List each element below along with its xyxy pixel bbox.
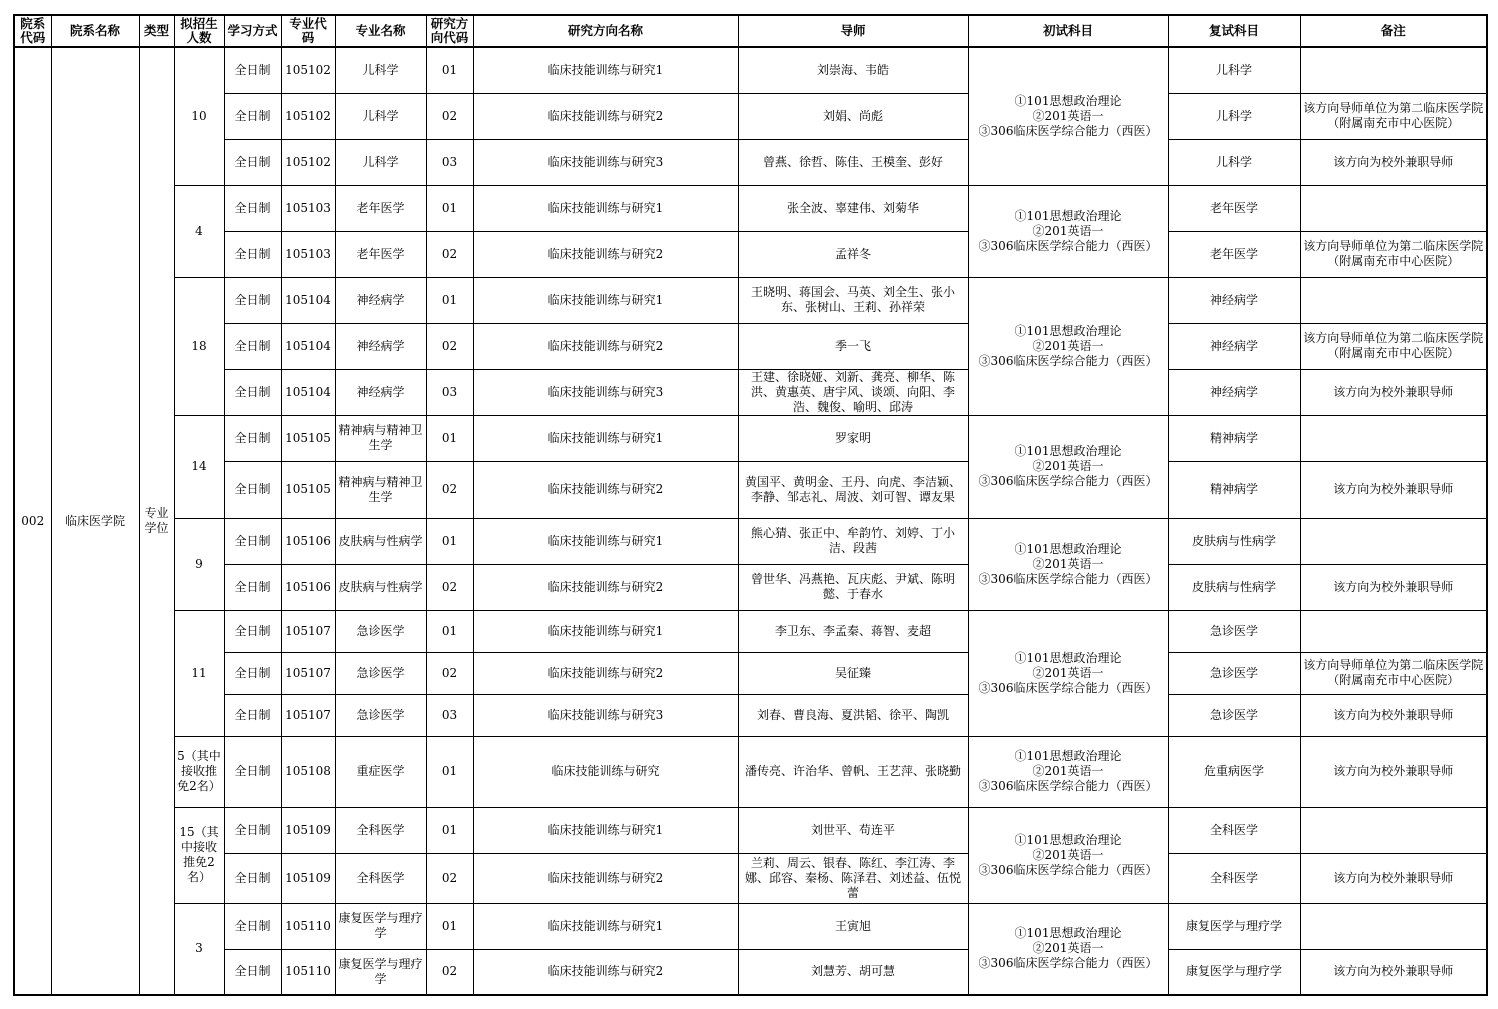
remarks: 该方向为校外兼职导师 <box>1300 694 1487 736</box>
initial-exam-subjects: ①101思想政治理论 ②201英语一 ③306临床医学综合能力（西医） <box>968 807 1168 903</box>
major-code: 105104 <box>281 369 335 415</box>
direction-name: 临床技能训练与研究3 <box>473 694 738 736</box>
tutors: 刘世平、苟连平 <box>738 807 968 853</box>
column-header: 学习方式 <box>224 15 281 47</box>
direction-code: 01 <box>426 47 473 93</box>
study-mode: 全日制 <box>224 369 281 415</box>
major-name: 神经病学 <box>335 323 426 369</box>
retest-subject: 精神病学 <box>1168 415 1300 461</box>
enrollment-quota: 3 <box>174 903 224 995</box>
major-name: 急诊医学 <box>335 652 426 694</box>
direction-code: 03 <box>426 694 473 736</box>
direction-code: 01 <box>426 807 473 853</box>
tutors: 孟祥冬 <box>738 231 968 277</box>
table-row <box>14 323 1487 369</box>
major-code: 105102 <box>281 93 335 139</box>
table-row <box>14 736 1487 807</box>
retest-subject: 全科医学 <box>1168 853 1300 903</box>
column-header: 初试科目 <box>968 15 1168 47</box>
column-header: 研究方向名称 <box>473 15 738 47</box>
table-row <box>14 231 1487 277</box>
direction-name: 临床技能训练与研究1 <box>473 415 738 461</box>
column-header: 类型 <box>139 15 174 47</box>
major-code: 105102 <box>281 139 335 185</box>
remarks <box>1300 903 1487 949</box>
column-header: 院系代码 <box>14 15 51 47</box>
remarks: 该方向为校外兼职导师 <box>1300 139 1487 185</box>
remarks <box>1300 807 1487 853</box>
direction-code: 01 <box>426 518 473 564</box>
column-header: 院系名称 <box>51 15 139 47</box>
major-code: 105105 <box>281 461 335 518</box>
study-mode: 全日制 <box>224 610 281 652</box>
retest-subject: 康复医学与理疗学 <box>1168 903 1300 949</box>
table-body <box>14 47 1487 995</box>
study-mode: 全日制 <box>224 903 281 949</box>
column-header: 拟招生人数 <box>174 15 224 47</box>
retest-subject: 儿科学 <box>1168 93 1300 139</box>
initial-exam-subjects: ①101思想政治理论 ②201英语一 ③306临床医学综合能力（西医） <box>968 277 1168 415</box>
direction-code: 01 <box>426 903 473 949</box>
tutors: 曾燕、徐哲、陈佳、王模奎、彭好 <box>738 139 968 185</box>
major-name: 重症医学 <box>335 736 426 807</box>
direction-code: 02 <box>426 231 473 277</box>
remarks: 该方向为校外兼职导师 <box>1300 736 1487 807</box>
retest-subject: 神经病学 <box>1168 369 1300 415</box>
direction-name: 临床技能训练与研究2 <box>473 323 738 369</box>
retest-subject: 急诊医学 <box>1168 610 1300 652</box>
tutors: 李卫东、李孟秦、蒋智、麦超 <box>738 610 968 652</box>
remarks <box>1300 610 1487 652</box>
initial-exam-subjects: ①101思想政治理论 ②201英语一 ③306临床医学综合能力（西医） <box>968 415 1168 518</box>
study-mode: 全日制 <box>224 807 281 853</box>
study-mode: 全日制 <box>224 277 281 323</box>
column-header: 备注 <box>1300 15 1487 47</box>
retest-subject: 急诊医学 <box>1168 652 1300 694</box>
major-name: 老年医学 <box>335 231 426 277</box>
direction-name: 临床技能训练与研究1 <box>473 610 738 652</box>
table-row <box>14 518 1487 564</box>
tutors: 王建、徐晓娅、刘新、龚亮、柳华、陈洪、黄惠英、唐宇风、谈颂、向阳、李浩、魏俊、喻明、邱涛 <box>738 369 968 415</box>
retest-subject: 康复医学与理疗学 <box>1168 949 1300 995</box>
direction-name: 临床技能训练与研究2 <box>473 564 738 610</box>
enrollment-quota: 15（其中接收推免2名） <box>174 807 224 903</box>
direction-code: 02 <box>426 323 473 369</box>
study-mode: 全日制 <box>224 652 281 694</box>
major-name: 康复医学与理疗学 <box>335 903 426 949</box>
retest-subject: 儿科学 <box>1168 139 1300 185</box>
tutors: 黄国平、黄明金、王丹、向虎、李洁颖、李静、邹志礼、周波、刘可智、谭友果 <box>738 461 968 518</box>
remarks <box>1300 415 1487 461</box>
retest-subject: 危重病医学 <box>1168 736 1300 807</box>
direction-name: 临床技能训练与研究1 <box>473 518 738 564</box>
remarks <box>1300 518 1487 564</box>
retest-subject: 皮肤病与性病学 <box>1168 518 1300 564</box>
direction-name: 临床技能训练与研究2 <box>473 231 738 277</box>
direction-code: 01 <box>426 277 473 323</box>
study-mode: 全日制 <box>224 47 281 93</box>
remarks <box>1300 277 1487 323</box>
retest-subject: 儿科学 <box>1168 47 1300 93</box>
tutors: 曾世华、冯燕艳、瓦庆彪、尹斌、陈明懿、于春水 <box>738 564 968 610</box>
table-header <box>14 15 1487 47</box>
tutors: 刘慧芳、胡可慧 <box>738 949 968 995</box>
study-mode: 全日制 <box>224 949 281 995</box>
tutors: 熊心猜、张正中、牟韵竹、刘婷、丁小洁、段茜 <box>738 518 968 564</box>
remarks <box>1300 185 1487 231</box>
direction-code: 01 <box>426 610 473 652</box>
study-mode: 全日制 <box>224 415 281 461</box>
study-mode: 全日制 <box>224 736 281 807</box>
direction-name: 临床技能训练与研究1 <box>473 903 738 949</box>
direction-name: 临床技能训练与研究1 <box>473 47 738 93</box>
major-code: 105102 <box>281 47 335 93</box>
admissions-table <box>13 14 1488 996</box>
major-name: 精神病与精神卫生学 <box>335 461 426 518</box>
major-name: 急诊医学 <box>335 610 426 652</box>
retest-subject: 神经病学 <box>1168 323 1300 369</box>
direction-name: 临床技能训练与研究1 <box>473 277 738 323</box>
tutors: 潘传亮、许治华、曾帆、王艺萍、张晓勤 <box>738 736 968 807</box>
major-name: 神经病学 <box>335 277 426 323</box>
major-name: 神经病学 <box>335 369 426 415</box>
initial-exam-subjects: ①101思想政治理论 ②201英语一 ③306临床医学综合能力（西医） <box>968 610 1168 736</box>
initial-exam-subjects: ①101思想政治理论 ②201英语一 ③306临床医学综合能力（西医） <box>968 518 1168 610</box>
study-mode: 全日制 <box>224 231 281 277</box>
table-row <box>14 185 1487 231</box>
retest-subject: 老年医学 <box>1168 185 1300 231</box>
direction-name: 临床技能训练与研究 <box>473 736 738 807</box>
remarks: 该方向导师单位为第二临床医学院（附属南充市中心医院） <box>1300 323 1487 369</box>
major-code: 105107 <box>281 694 335 736</box>
tutors: 吴征臻 <box>738 652 968 694</box>
remarks: 该方向导师单位为第二临床医学院（附属南充市中心医院） <box>1300 652 1487 694</box>
tutors: 刘娟、尚彪 <box>738 93 968 139</box>
column-header: 复试科目 <box>1168 15 1300 47</box>
major-name: 儿科学 <box>335 93 426 139</box>
remarks: 该方向为校外兼职导师 <box>1300 949 1487 995</box>
table-row <box>14 139 1487 185</box>
study-mode: 全日制 <box>224 323 281 369</box>
major-name: 全科医学 <box>335 853 426 903</box>
major-code: 105105 <box>281 415 335 461</box>
study-mode: 全日制 <box>224 461 281 518</box>
column-header: 专业名称 <box>335 15 426 47</box>
direction-name: 临床技能训练与研究3 <box>473 139 738 185</box>
direction-code: 02 <box>426 564 473 610</box>
initial-exam-subjects: ①101思想政治理论 ②201英语一 ③306临床医学综合能力（西医） <box>968 903 1168 995</box>
direction-code: 03 <box>426 139 473 185</box>
remarks: 该方向为校外兼职导师 <box>1300 369 1487 415</box>
table-row <box>14 93 1487 139</box>
direction-name: 临床技能训练与研究2 <box>473 93 738 139</box>
remarks: 该方向导师单位为第二临床医学院（附属南充市中心医院） <box>1300 231 1487 277</box>
direction-code: 03 <box>426 369 473 415</box>
major-code: 105104 <box>281 277 335 323</box>
study-mode: 全日制 <box>224 93 281 139</box>
major-code: 105107 <box>281 610 335 652</box>
enrollment-quota: 18 <box>174 277 224 415</box>
major-name: 儿科学 <box>335 139 426 185</box>
major-code: 105103 <box>281 231 335 277</box>
table-row <box>14 415 1487 461</box>
table-row <box>14 461 1487 518</box>
table-row <box>14 853 1487 903</box>
tutors: 罗家明 <box>738 415 968 461</box>
major-code: 105107 <box>281 652 335 694</box>
study-mode: 全日制 <box>224 139 281 185</box>
initial-exam-subjects: ①101思想政治理论 ②201英语一 ③306临床医学综合能力（西医） <box>968 185 1168 277</box>
major-code: 105109 <box>281 853 335 903</box>
retest-subject: 全科医学 <box>1168 807 1300 853</box>
direction-name: 临床技能训练与研究2 <box>473 461 738 518</box>
table-row <box>14 807 1487 853</box>
major-name: 全科医学 <box>335 807 426 853</box>
column-header: 导师 <box>738 15 968 47</box>
table-row <box>14 277 1487 323</box>
enrollment-quota: 11 <box>174 610 224 736</box>
study-mode: 全日制 <box>224 853 281 903</box>
table-row <box>14 369 1487 415</box>
major-name: 老年医学 <box>335 185 426 231</box>
column-header: 专业代码 <box>281 15 335 47</box>
direction-code: 02 <box>426 652 473 694</box>
major-name: 精神病与精神卫生学 <box>335 415 426 461</box>
direction-code: 01 <box>426 736 473 807</box>
major-name: 急诊医学 <box>335 694 426 736</box>
initial-exam-subjects: ①101思想政治理论 ②201英语一 ③306临床医学综合能力（西医） <box>968 736 1168 807</box>
tutors: 刘春、曹良海、夏洪韬、徐平、陶凯 <box>738 694 968 736</box>
major-code: 105104 <box>281 323 335 369</box>
major-code: 105108 <box>281 736 335 807</box>
tutors: 王晓明、蒋国会、马英、刘全生、张小东、张树山、王莉、孙祥荣 <box>738 277 968 323</box>
direction-code: 01 <box>426 185 473 231</box>
direction-name: 临床技能训练与研究3 <box>473 369 738 415</box>
direction-name: 临床技能训练与研究2 <box>473 652 738 694</box>
header-row <box>14 15 1487 47</box>
table-row <box>14 949 1487 995</box>
tutors: 季一飞 <box>738 323 968 369</box>
study-mode: 全日制 <box>224 518 281 564</box>
study-mode: 全日制 <box>224 564 281 610</box>
retest-subject: 急诊医学 <box>1168 694 1300 736</box>
major-code: 105110 <box>281 903 335 949</box>
degree-type: 专业学位 <box>139 47 174 995</box>
department-code: 002 <box>14 47 51 995</box>
enrollment-quota: 4 <box>174 185 224 277</box>
retest-subject: 精神病学 <box>1168 461 1300 518</box>
direction-name: 临床技能训练与研究1 <box>473 185 738 231</box>
direction-code: 02 <box>426 949 473 995</box>
direction-code: 02 <box>426 93 473 139</box>
major-code: 105110 <box>281 949 335 995</box>
study-mode: 全日制 <box>224 185 281 231</box>
direction-code: 02 <box>426 461 473 518</box>
major-name: 皮肤病与性病学 <box>335 518 426 564</box>
column-header: 研究方向代码 <box>426 15 473 47</box>
enrollment-quota: 14 <box>174 415 224 518</box>
major-name: 康复医学与理疗学 <box>335 949 426 995</box>
table-row <box>14 652 1487 694</box>
direction-code: 02 <box>426 853 473 903</box>
retest-subject: 神经病学 <box>1168 277 1300 323</box>
retest-subject: 老年医学 <box>1168 231 1300 277</box>
enrollment-quota: 5（其中接收推免2名） <box>174 736 224 807</box>
direction-code: 01 <box>426 415 473 461</box>
direction-name: 临床技能训练与研究2 <box>473 853 738 903</box>
initial-exam-subjects: ①101思想政治理论 ②201英语一 ③306临床医学综合能力（西医） <box>968 47 1168 185</box>
tutors: 兰莉、周云、银春、陈红、李江涛、李娜、邱容、秦杨、陈泽君、刘述益、伍悦蕾 <box>738 853 968 903</box>
remarks <box>1300 47 1487 93</box>
tutors: 王寅旭 <box>738 903 968 949</box>
direction-name: 临床技能训练与研究2 <box>473 949 738 995</box>
remarks: 该方向为校外兼职导师 <box>1300 461 1487 518</box>
tutors: 刘崇海、韦皓 <box>738 47 968 93</box>
major-name: 儿科学 <box>335 47 426 93</box>
direction-name: 临床技能训练与研究1 <box>473 807 738 853</box>
table-row <box>14 610 1487 652</box>
department-name: 临床医学院 <box>51 47 139 995</box>
study-mode: 全日制 <box>224 694 281 736</box>
major-code: 105109 <box>281 807 335 853</box>
table-row <box>14 694 1487 736</box>
tutors: 张全波、辜建伟、刘菊华 <box>738 185 968 231</box>
major-code: 105103 <box>281 185 335 231</box>
enrollment-quota: 9 <box>174 518 224 610</box>
major-name: 皮肤病与性病学 <box>335 564 426 610</box>
remarks: 该方向为校外兼职导师 <box>1300 564 1487 610</box>
retest-subject: 皮肤病与性病学 <box>1168 564 1300 610</box>
major-code: 105106 <box>281 518 335 564</box>
table-row <box>14 564 1487 610</box>
major-code: 105106 <box>281 564 335 610</box>
remarks: 该方向为校外兼职导师 <box>1300 853 1487 903</box>
enrollment-quota: 10 <box>174 47 224 185</box>
table-row <box>14 47 1487 93</box>
table-row <box>14 903 1487 949</box>
remarks: 该方向导师单位为第二临床医学院（附属南充市中心医院） <box>1300 93 1487 139</box>
